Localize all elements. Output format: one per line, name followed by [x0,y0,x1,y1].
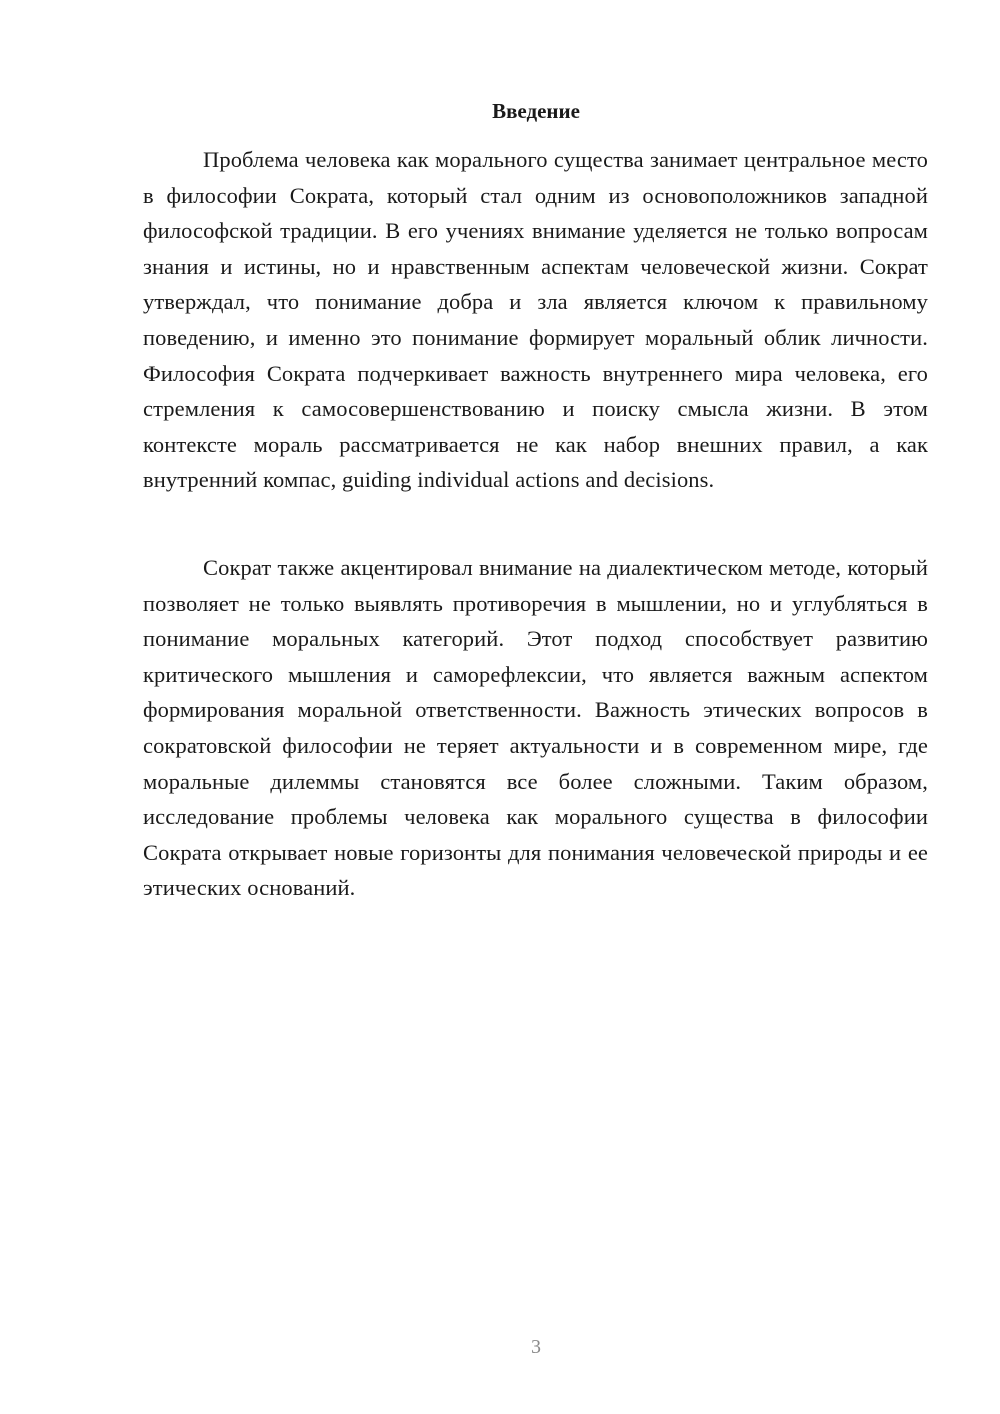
paragraph-2: Сократ также акцентировал внимание на диалектическом методе, который позволяет не только выявлять противоречия в мышлении, но и углубляться в понимание моральных категорий. Этот подход способствует развитию критического мышления и саморефлексии, что является важным аспектом формирования моральной ответственности. Важность этических вопросов в сократовской философии не теряет актуальности и в современном мире, где моральные дилеммы становятся все более сложными. Таким образом, исследование проблемы человека как морального существа в философии Сократа открывает новые горизонты для понимания человеческой природы и ее этических оснований. [143,555,928,901]
paragraph-1: Проблема человека как морального существа занимает центральное место в философии Сократа, который стал одним из основоположников западной философской традиции. В его учениях внимание уделяется не только вопросам знания и истины, но и нравственным аспектам человеческой жизни. Сократ утверждал, что понимание добра и зла является ключом к правильному поведению, и именно это понимание формирует моральный облик личности. Философия Сократа подчеркивает важность внутреннего мира человека, его стремления к самосовершенствованию и поиску смысла жизни. В этом контексте мораль рассматривается не как набор внешних правил, а как внутренний компас, guiding individual actions and decisions. [143,147,928,493]
page-number: 3 [531,1336,541,1358]
section-heading: Введение [492,99,580,123]
